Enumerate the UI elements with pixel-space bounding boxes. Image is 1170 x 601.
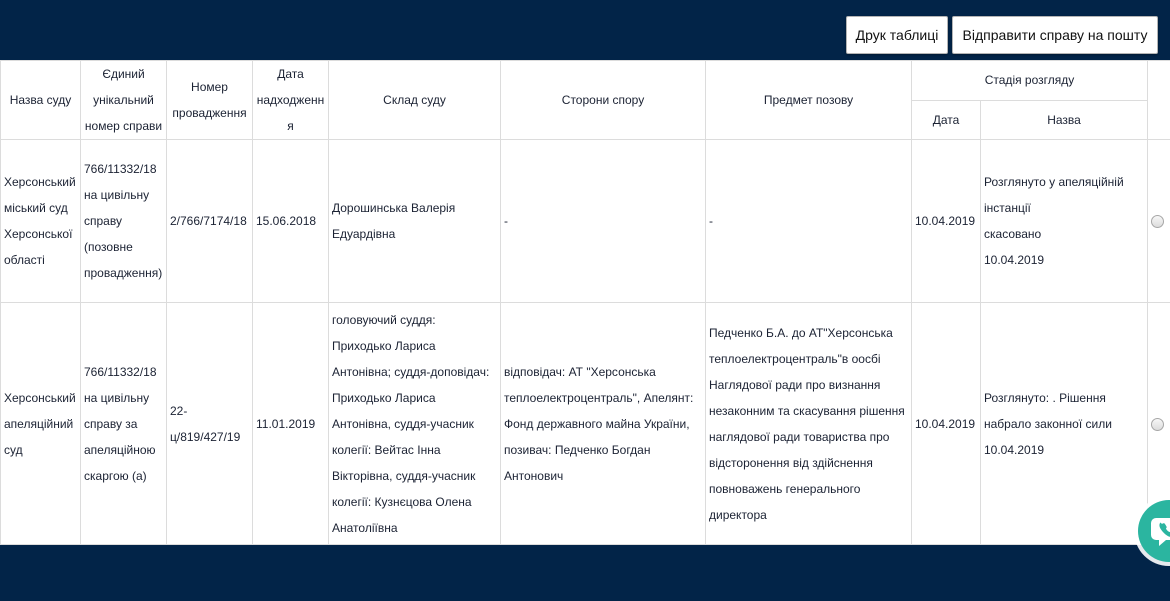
court-composition-cell: головуючий суддя: Приходько Лариса Антонівна; суддя-доповідач: Приходько Лариса Антонівна, суддя-учасник колегії: Вейтас Інна Вікторівна, суддя-учасник колегії: Кузнєцова Олена Анатоліївна [329, 303, 501, 545]
court-composition-cell: Дорошинська Валерія Едуардівна [329, 140, 501, 303]
subject-cell: Педченко Б.А. до АТ"Херсонська теплоелектроцентраль"в оосбі Наглядової ради про визнання незаконним та скасування рішення наглядової ради товариства про відсторонення від здійснення повноважень генерального директора [706, 303, 912, 545]
subject-cell: - [706, 140, 912, 303]
court-cases-table [0, 60, 1170, 545]
row-select-radio[interactable] [1151, 215, 1164, 228]
header-proceeding-number: Номер провадження [167, 61, 253, 140]
header-stage: Стадія розгляду [912, 61, 1148, 101]
receipt-date-cell: 11.01.2019 [253, 303, 329, 545]
court-name-cell: Херсонський міський суд Херсонської області [1, 140, 81, 303]
case-type: на цивільну справу (позовне провадження) [84, 188, 163, 280]
header-parties: Сторони спору [501, 61, 706, 140]
stage-name-line: Розглянуто у апеляційній інстанції [984, 175, 1124, 215]
stage-name-line: Розглянуто: . Рішення набрало законної сили [984, 390, 1112, 431]
send-case-email-button[interactable]: Відправити справу на пошту [952, 16, 1158, 54]
header-court-name: Назва суду [1, 61, 81, 140]
print-table-button[interactable]: Друк таблиці [846, 16, 948, 54]
stage-name-line: скасовано [984, 227, 1042, 241]
case-number-cell [81, 303, 167, 545]
top-bar [0, 0, 1170, 60]
header-receipt-date: Дата надходження [253, 61, 329, 140]
bottom-bar [0, 545, 1170, 601]
row-select-radio[interactable] [1151, 418, 1164, 431]
select-cell [1148, 140, 1170, 303]
parties-cell: - [501, 140, 706, 303]
phone-chat-icon [1150, 514, 1170, 550]
parties-cell: відповідач: АТ "Херсонська теплоелектроцентраль", Апелянт: Фонд державного майна України, позивач: Педченко Богдан Антонович [501, 303, 706, 545]
proceeding-number-cell: 2/766/7174/18 [167, 140, 253, 303]
header-stage-date: Дата [912, 100, 981, 140]
header-case-number: Єдиний унікальний номер справи [81, 61, 167, 140]
proceeding-number-cell: 22-ц/819/427/19 [167, 303, 253, 545]
stage-name-line: 10.04.2019 [984, 253, 1045, 267]
stage-name-cell [981, 140, 1148, 303]
stage-date-cell: 10.04.2019 [912, 140, 981, 303]
stage-name-cell [981, 303, 1148, 545]
receipt-date-cell: 15.06.2018 [253, 140, 329, 303]
header-select [1148, 61, 1170, 140]
case-number-cell [81, 140, 167, 303]
case-type: на цивільну справу за апеляційною скаргою (а) [84, 390, 156, 483]
case-number-link[interactable]: 766/11332/18 [84, 364, 157, 379]
stage-date-cell: 10.04.2019 [912, 303, 981, 545]
table-row [1, 140, 1170, 303]
header-stage-name: Назва [981, 100, 1148, 140]
header-subject: Предмет позову [706, 61, 912, 140]
court-name-cell: Херсонський апеляційний суд [1, 303, 81, 545]
table-row [1, 303, 1170, 545]
stage-name-line: 10.04.2019 [984, 442, 1045, 457]
header-court-composition: Склад суду [329, 61, 501, 140]
case-number-link[interactable]: 766/11332/18 [84, 162, 157, 176]
